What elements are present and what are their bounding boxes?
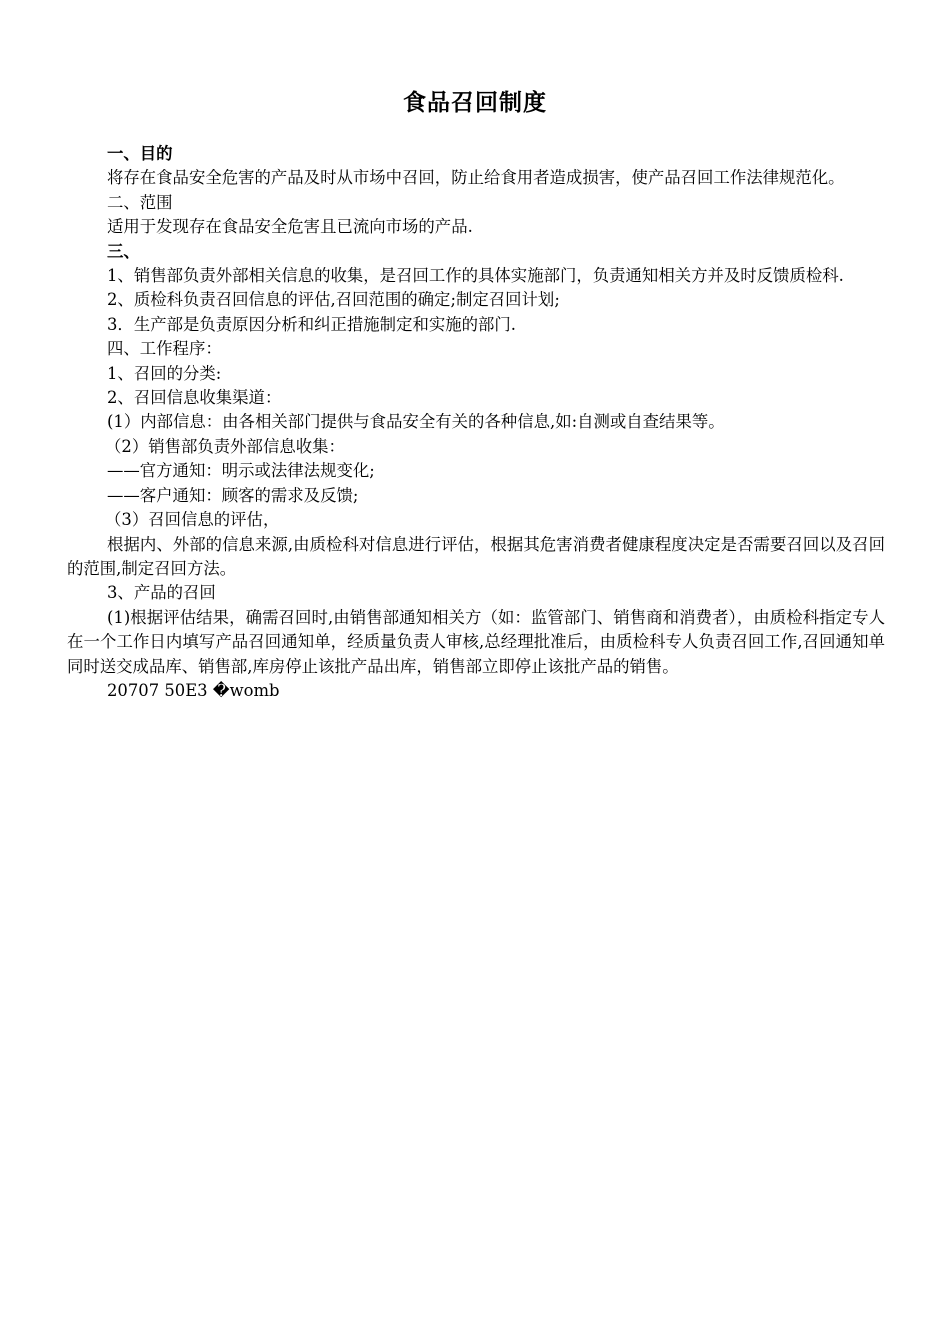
paragraph-responsibility-sales: 1、销售部负责外部相关信息的收集，是召回工作的具体实施部门，负责通知相关方并及时反馈质检科.: [107, 266, 844, 286]
paragraph-official-notice: ——官方通知：明示或法律法规变化;: [107, 461, 375, 481]
paragraph-responsibility-qc: 2、质检科负责召回信息的评估,召回范围的确定;制定召回计划;: [107, 290, 560, 310]
paragraph-external-info: （2）销售部负责外部信息收集：: [105, 436, 345, 456]
section-heading-three: 三、: [107, 241, 140, 261]
paragraph-info-channels: 2、召回信息收集渠道：: [107, 388, 282, 408]
document-body: [67, 142, 885, 703]
paragraph-info-evaluation: （3）召回信息的评估，: [105, 510, 280, 530]
section-heading-procedure: 四、工作程序：: [107, 339, 222, 359]
document-title: 食品召回制度: [403, 90, 547, 116]
paragraph-customer-notice: ——客户通知：顾客的需求及反馈;: [107, 485, 359, 505]
paragraph-recall-classification: 1、召回的分类:: [107, 363, 222, 383]
paragraph-product-recall: 3、产品的召回: [107, 583, 216, 603]
paragraph-internal-info: (1）内部信息：由各相关部门提供与食品安全有关的各种信息,如:自测或自查结果等。: [107, 412, 725, 432]
section-heading-scope: 二、范围: [107, 192, 173, 212]
paragraph-footer-code: 20707 50E3 �womb: [107, 680, 280, 700]
paragraph-responsibility-production: 3．生产部是负责原因分析和纠正措施制定和实施的部门.: [107, 314, 517, 334]
paragraph-scope: 适用于发现存在食品安全危害且已流向市场的产品.: [107, 217, 473, 237]
section-heading-purpose: 一、目的: [107, 144, 173, 163]
paragraph-evaluation-detail: 根据内、外部的信息来源,由质检科对信息进行评估，根据其危害消费者健康程度决定是否需要召回以及召回的范围,制定召回方法。: [67, 534, 885, 578]
paragraph-recall-procedure: (1)根据评估结果，确需召回时,由销售部通知相关方（如：监管部门、销售商和消费者），由质检科指定专人在一个工作日内填写产品召回通知单，经质量负责人审核,总经理批准后，由质检科专人负责召回工作,召回通知单同时送交成品库、销售部,库房停止该批产品出库，销售部立即停止该批产品的销售。: [67, 607, 885, 676]
paragraph-purpose: 将存在食品安全危害的产品及时从市场中召回，防止给食用者造成损害，使产品召回工作法律规范化。: [107, 168, 845, 188]
